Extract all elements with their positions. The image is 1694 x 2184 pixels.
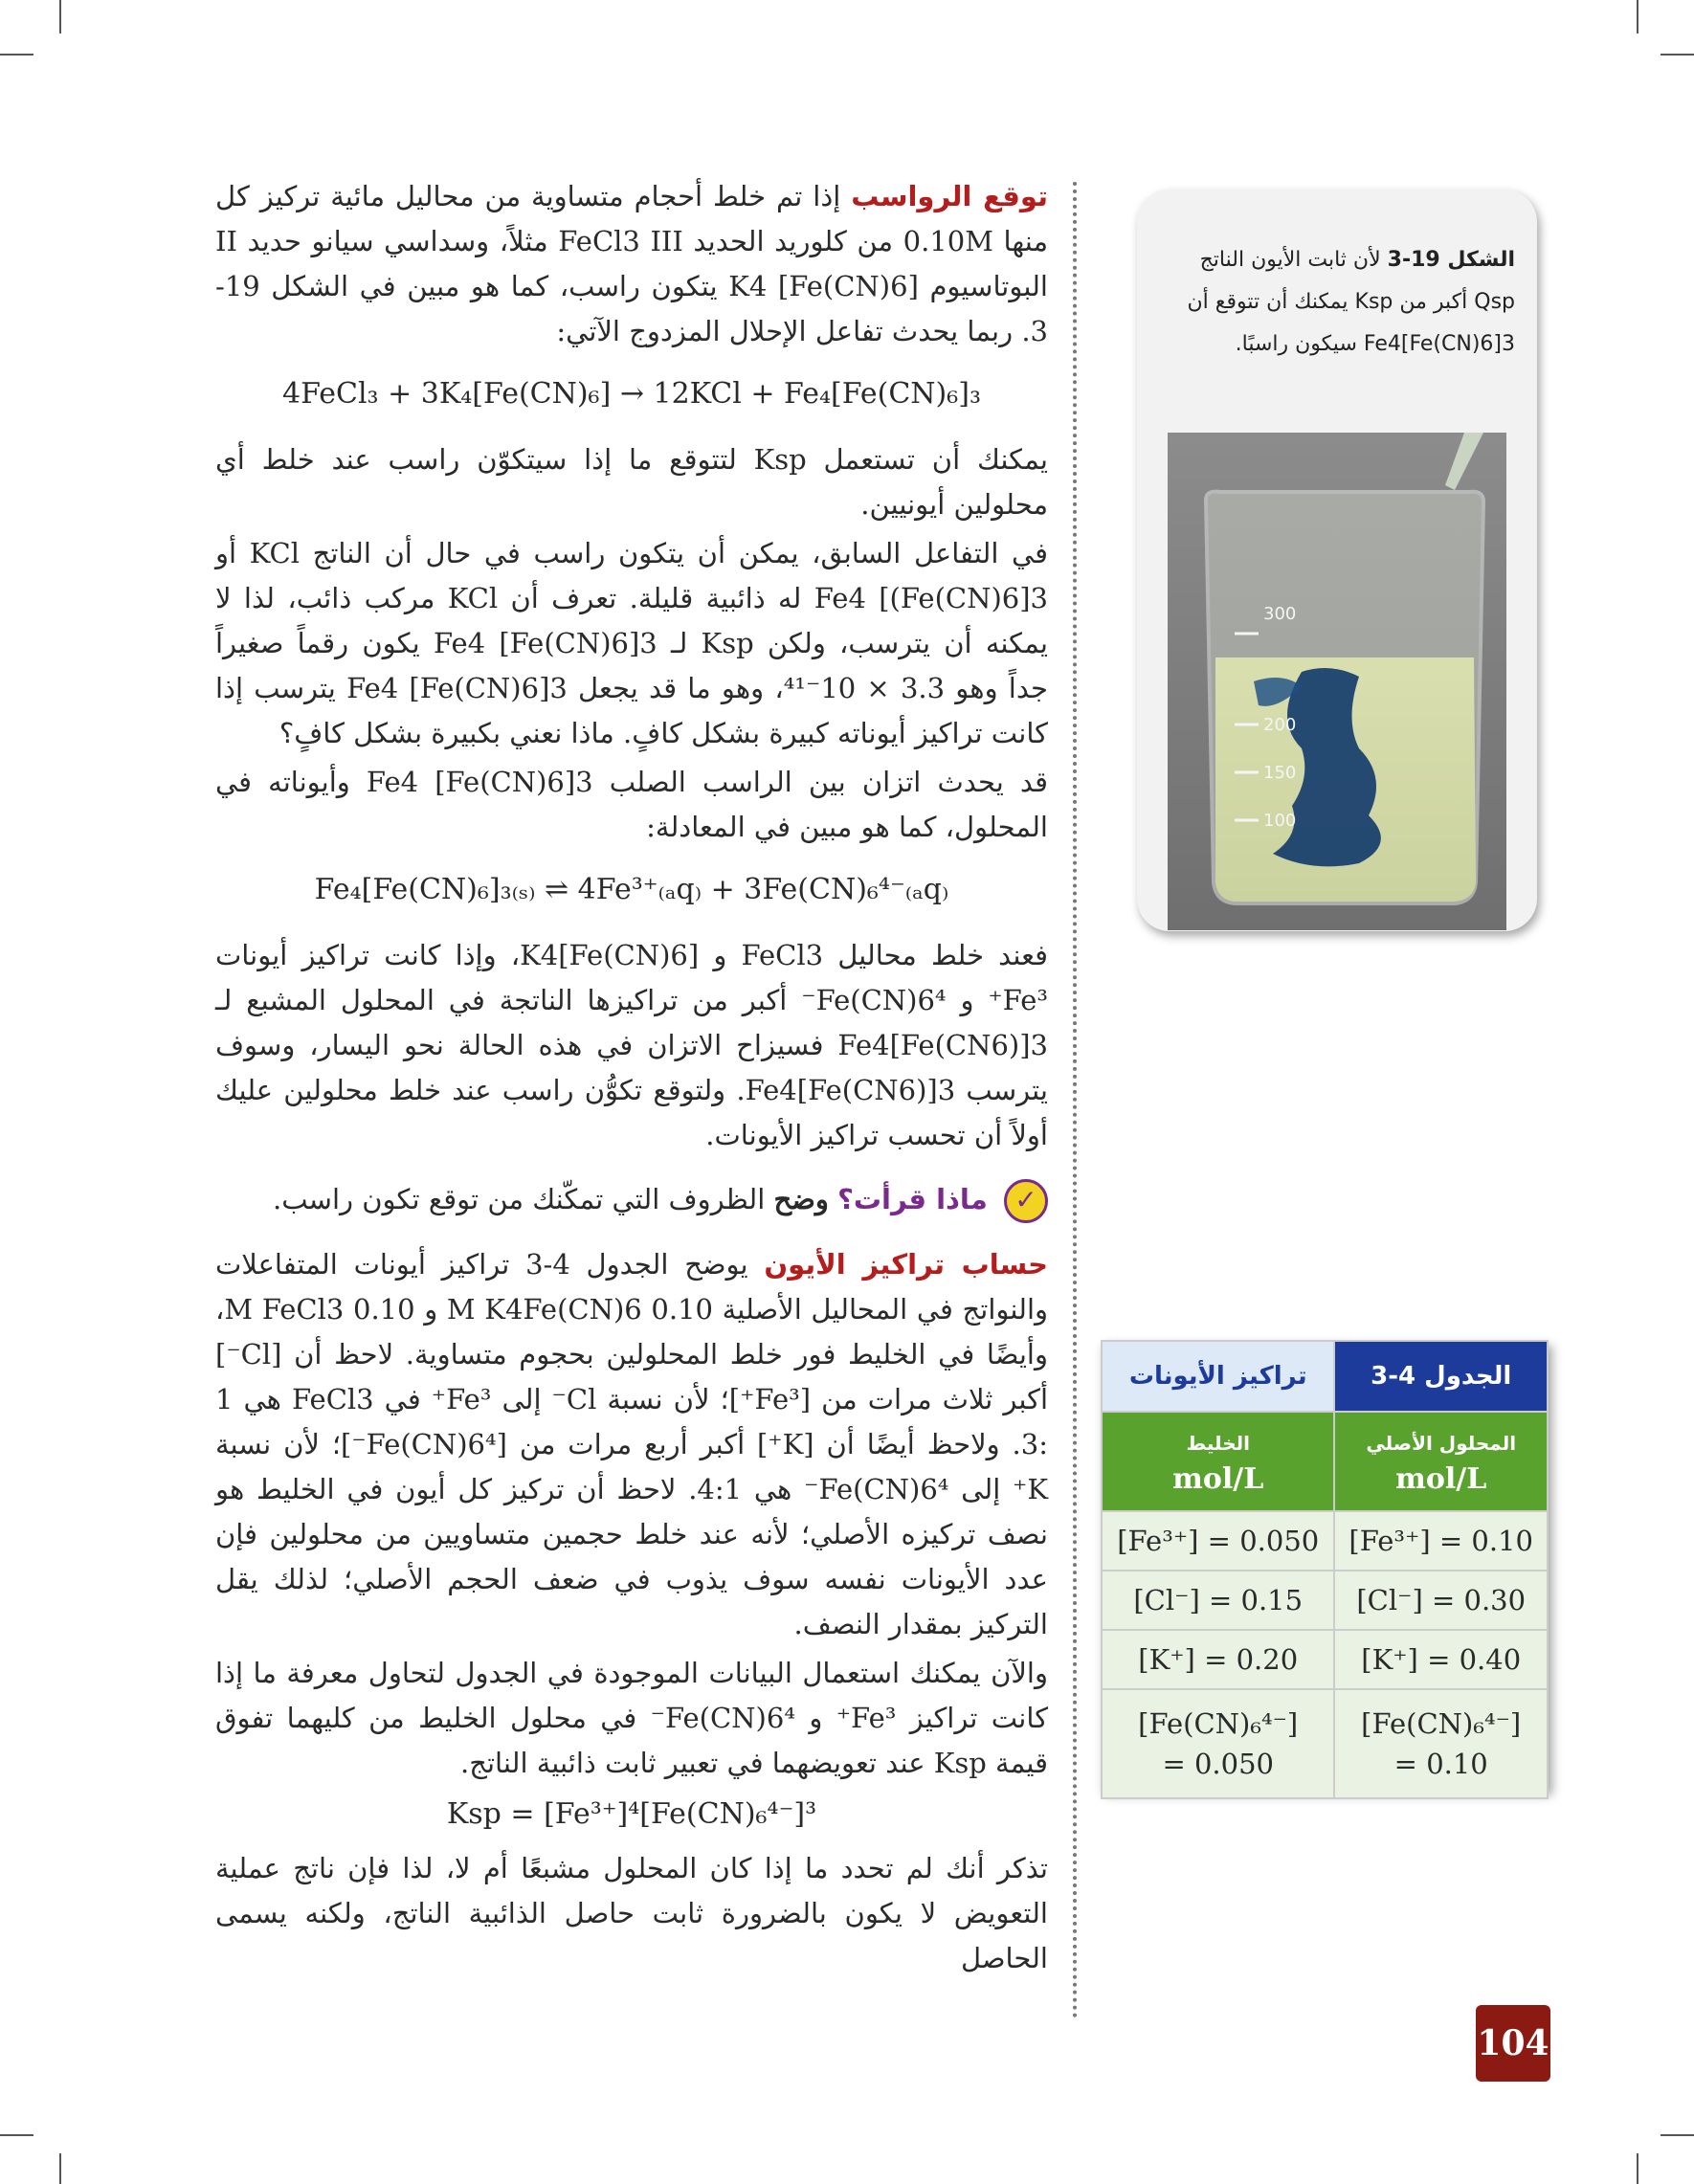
cell-line: [Fe(CN)₆⁴⁻] xyxy=(1361,1707,1522,1740)
crop-mark xyxy=(59,2153,61,2184)
crop-mark xyxy=(1661,2134,1694,2136)
beaker-mark-100: 100 xyxy=(1263,811,1297,831)
paragraph-equilibrium: قد يحدث اتزان بين الراسب الصلب Fe4 [Fe(CN)6]3 وأيوناته في المحلول، كما هو مبين في المعادلة: xyxy=(215,766,1048,843)
ion-concentration-table xyxy=(1101,1340,1549,1790)
crop-mark xyxy=(1661,54,1694,56)
table-row xyxy=(1102,1630,1548,1689)
paragraph-use-data: والآن يمكنك استعمال البيانات الموجودة في الجدول لتحاول معرفة ما إذا كانت تراكيز Fe³⁺ و Fe(CN)6⁴⁻ في محلول الخليط من كليهما تفوق قيمة Ksp عند تعويضهما في تعبير ثابت ذائبية الناتج. xyxy=(215,1657,1048,1779)
column-unit: mol/L xyxy=(1172,1462,1264,1496)
paragraph-remember: تذكر أنك لم تحدد ما إذا كان المحلول مشبعًا أم لا، لذا فإن ناتج عملية التعويض لا يكون بالضرورة ثابت حاصل الذائبية الناتج، ولكنه يسمى الحاصل xyxy=(215,1852,1048,1974)
cell-original: [Fe³⁺] = 0.10 xyxy=(1334,1511,1548,1571)
main-text-column xyxy=(215,174,1048,1985)
what-read-verb: وضح xyxy=(773,1183,829,1215)
cell-line: = 0.050 xyxy=(1162,1748,1274,1780)
beaker-photo xyxy=(1168,433,1506,930)
what-did-you-read xyxy=(215,1177,1048,1223)
column-header-mixture-label: الخليط xyxy=(1186,1432,1250,1455)
cell-line: = 0.10 xyxy=(1393,1748,1488,1780)
column-header-original xyxy=(1334,1412,1548,1511)
equation-double-replacement: 4FeCl₃ + 3K₄[Fe(CN)₆] → 12KCl + Fe₄[Fe(CN)₆]₃ xyxy=(281,377,981,411)
cell-line: [Fe(CN)₆⁴⁻] xyxy=(1138,1707,1299,1740)
equation-ksp-expression: Ksp = [Fe³⁺]⁴[Fe(CN)₆⁴⁻]³ xyxy=(446,1797,817,1831)
beaker-mark-150: 150 xyxy=(1263,763,1297,783)
paragraph-ksp: يمكنك أن تستعمل Ksp لتتوقع ما إذا سيتكوّن راسب عند خلط أي محلولين أيونيين. xyxy=(215,443,1049,521)
section-lead-precipitate: توقع الرواسب xyxy=(851,180,1048,212)
page-number: 104 xyxy=(1476,2005,1550,2082)
beaker-mark-300: 300 xyxy=(1263,604,1297,624)
cell-original xyxy=(1334,1689,1548,1798)
cell-mixture xyxy=(1102,1689,1334,1798)
column-header-mixture xyxy=(1102,1412,1334,1511)
cell-original: [K⁺] = 0.40 xyxy=(1334,1630,1548,1689)
figure-number: الشكل 19-3 xyxy=(1387,248,1515,272)
cell-mixture: [Fe³⁺] = 0.050 xyxy=(1102,1511,1334,1571)
column-unit: mol/L xyxy=(1395,1462,1487,1496)
table-row xyxy=(1102,1571,1548,1630)
paragraph-text: يوضح الجدول 4-3 تراكيز أيونات المتفاعلات والنواتج في المحاليل الأصلية 0.10 M K4Fe(CN)6 و 0.10 M FeCl3، وأيضًا في الخليط فور خلط المحلولين بحجوم متساوية. لاحظ أن [Cl⁻] أكبر ثلاث مرات من [Fe³⁺]؛ لأن نسبة Cl⁻ إلى Fe³⁺ في FeCl3 هي 1 :3. ولاحظ أيضًا أن [K⁺] أكبر أربع مرات من [Fe(CN)6⁴⁻]؛ لأن نسبة K⁺ إلى Fe(CN)6⁴⁻ هي 4:1. لاحظ أن تركيز كل أيون في الخليط هو نصف تركيزه الأصلي؛ لأنه عند خلط حجمين متساويين من محلولين فإن عدد الأيونات نفسه سوف يذوب في ضعف الحجم الأصلي؛ لذلك يقل التركيز بمقدار النصف. xyxy=(215,1248,1049,1640)
equation-equilibrium: Fe₄[Fe(CN)₆]₃₍ₛ₎ ⇌ 4Fe³⁺₍ₐq₎ + 3Fe(CN)₆⁴⁻₍ₐq₎ xyxy=(314,873,949,906)
table-title: الجدول 4-3 xyxy=(1334,1341,1548,1412)
figure-caption xyxy=(1153,239,1515,366)
paragraph-mixing: فعند خلط محاليل FeCl3 و K4[Fe(CN)6]، وإذا كانت تراكيز أيونات Fe³⁺ و Fe(CN)6⁴⁻ أكبر من تراكيزها الناتجة في المحلول المشبع لـ Fe4[Fe(CN6)]3 فسيزاح الاتزان في هذه الحالة نحو اليسار، وسوف يترسب Fe4[Fe(CN6)]3. ولتوقع تكوُّن راسب عند خلط محلولين عليك أولاً أن تحسب تراكيز الأيونات. xyxy=(215,939,1048,1151)
figure-caption-text: لأن ثابت الأيون الناتج Qsp أكبر من Ksp يمكنك أن تتوقع أن Fe4[Fe(CN)6]3 سيكون راسبًا. xyxy=(1187,248,1515,356)
table-row xyxy=(1102,1511,1548,1571)
crop-mark xyxy=(1637,0,1638,33)
crop-mark xyxy=(0,2134,33,2136)
crop-mark xyxy=(0,54,33,56)
paragraph-reaction: في التفاعل السابق، يمكن أن يتكون راسب في حال أن الناتج KCl أو Fe4 [(Fe(CN)6]3 له ذائبية قليلة. تعرف أن KCl مركب ذائب، لذا لا يمكنه أن يترسب، ولكن Ksp لـ Fe4 [Fe(CN)6]3 يكون رقماً صغيراً جداً وهو 3.3 × 10⁻⁴¹، وهو ما قد يجعل Fe4 [Fe(CN)6]3 يترسب إذا كانت تراكيز أيوناته كبيرة بشكل كافٍ. ماذا نعني بكبيرة بشكل كافٍ؟ xyxy=(215,537,1049,749)
paragraph-precipitate xyxy=(215,174,1048,354)
column-header-original-label: المحلول الأصلي xyxy=(1366,1432,1517,1455)
crop-mark xyxy=(59,0,61,33)
cell-mixture: [K⁺] = 0.20 xyxy=(1102,1630,1334,1689)
beaker-mark-200: 200 xyxy=(1263,715,1297,735)
table-row xyxy=(1102,1689,1548,1798)
cell-mixture: [Cl⁻] = 0.15 xyxy=(1102,1571,1334,1630)
what-read-text: الظروف التي تمكّنك من توقع تكون راسب. xyxy=(272,1183,766,1215)
crop-mark xyxy=(1637,2153,1638,2184)
data-table xyxy=(1101,1340,1549,1799)
paragraph-ion-concentration xyxy=(215,1242,1048,1647)
checkmark-icon: ✓ xyxy=(1004,1179,1048,1223)
cell-original: [Cl⁻] = 0.30 xyxy=(1334,1571,1548,1630)
paragraph-text: إذا تم خلط أحجام متساوية من محاليل مائية تركيز كل منها 0.10M من كلوريد الحديد FeCl3 III مثلاً، وسداسي سيانو حديد II البوتاسيوم K4 [Fe(CN)6] يتكون راسب، كما هو مبين في الشكل 19-3. ربما يحدث تفاعل الإحلال المزدوج الآتي: xyxy=(215,180,1048,347)
table-subtitle: تراكيز الأيونات xyxy=(1102,1341,1334,1412)
section-lead-ion-concentration: حساب تراكيز الأيون xyxy=(764,1248,1049,1281)
column-divider xyxy=(1073,182,1077,2019)
what-read-label: ماذا قرأت؟ xyxy=(837,1183,988,1215)
